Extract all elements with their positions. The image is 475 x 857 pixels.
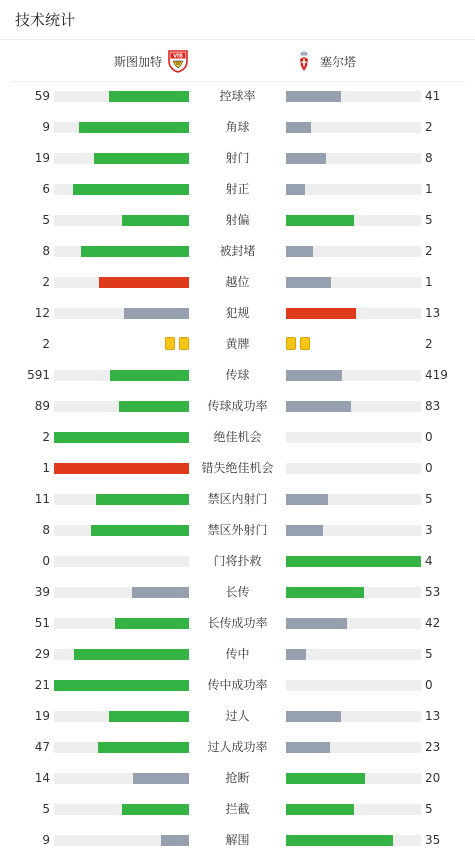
home-bar xyxy=(109,91,189,102)
stat-label: 犯规 xyxy=(225,306,250,320)
home-bar-track xyxy=(54,804,189,815)
home-bar-track xyxy=(54,184,189,195)
stat-row xyxy=(0,546,475,577)
away-bar xyxy=(286,804,354,815)
home-bar-track xyxy=(54,618,189,629)
home-value: 9 xyxy=(42,120,50,134)
stat-label: 过人成功率 xyxy=(207,740,268,754)
away-yellow-cards xyxy=(286,337,310,351)
stat-row xyxy=(0,267,475,298)
home-bar xyxy=(115,618,189,629)
home-value: 59 xyxy=(34,89,50,103)
away-bar xyxy=(286,91,341,102)
away-bar-track xyxy=(286,742,421,753)
stat-label: 门将扑救 xyxy=(213,554,262,568)
away-value: 3 xyxy=(425,523,433,537)
away-bar-track xyxy=(286,525,421,536)
away-value: 0 xyxy=(425,461,433,475)
teams-header xyxy=(10,41,465,82)
home-value: 89 xyxy=(34,399,50,413)
away-bar-track xyxy=(286,773,421,784)
stat-row xyxy=(0,453,475,484)
home-bar xyxy=(122,215,190,226)
home-value: 29 xyxy=(34,647,50,661)
home-bar-track xyxy=(54,308,189,319)
home-bar-track xyxy=(54,835,189,846)
home-bar xyxy=(91,525,189,536)
home-bar xyxy=(124,308,189,319)
home-bar xyxy=(96,494,189,505)
home-bar xyxy=(98,742,189,753)
away-value: 2 xyxy=(425,337,433,351)
away-value: 419 xyxy=(425,368,448,382)
away-bar xyxy=(286,742,330,753)
celta-vigo-crest-icon xyxy=(292,49,316,73)
home-bar-track xyxy=(54,401,189,412)
home-value: 11 xyxy=(34,492,50,506)
stat-row xyxy=(0,205,475,236)
yellow-card-icon xyxy=(300,337,310,350)
home-bar-track xyxy=(54,587,189,598)
stat-label: 越位 xyxy=(225,275,250,289)
away-bar xyxy=(286,649,306,660)
stat-label: 射偏 xyxy=(225,213,250,227)
home-team-name: 斯图加特 xyxy=(113,54,162,69)
away-value: 41 xyxy=(425,89,441,103)
away-value: 1 xyxy=(425,182,433,196)
stat-row xyxy=(0,577,475,608)
stat-label: 拦截 xyxy=(225,802,250,816)
away-bar xyxy=(286,122,311,133)
home-value: 8 xyxy=(42,244,50,258)
away-value: 5 xyxy=(425,647,433,661)
home-value: 2 xyxy=(42,275,50,289)
stats-list xyxy=(0,81,475,856)
away-value: 13 xyxy=(425,709,441,723)
home-bar xyxy=(132,587,189,598)
away-value: 8 xyxy=(425,151,433,165)
away-bar-track xyxy=(286,463,421,474)
stat-label: 错失绝佳机会 xyxy=(201,461,274,475)
away-bar-track xyxy=(286,587,421,598)
stat-label: 黄牌 xyxy=(225,337,250,351)
home-bar-track xyxy=(54,246,189,257)
away-value: 42 xyxy=(425,616,441,630)
stat-label: 解围 xyxy=(225,833,250,847)
home-value: 12 xyxy=(34,306,50,320)
away-bar-track xyxy=(286,556,421,567)
away-bar-track xyxy=(286,494,421,505)
stat-row xyxy=(0,329,475,360)
away-bar xyxy=(286,215,354,226)
stat-label: 长传成功率 xyxy=(207,616,268,630)
stat-label: 过人 xyxy=(225,709,250,723)
stat-row xyxy=(0,701,475,732)
stat-row xyxy=(0,825,475,856)
away-bar-track xyxy=(286,432,421,443)
away-bar xyxy=(286,153,326,164)
stat-row xyxy=(0,143,475,174)
home-bar xyxy=(122,804,190,815)
away-bar-track xyxy=(286,246,421,257)
away-bar xyxy=(286,556,421,567)
page-title: 技术统计 xyxy=(15,11,76,29)
away-bar-track xyxy=(286,277,421,288)
stat-label: 绝佳机会 xyxy=(213,430,262,444)
away-value: 35 xyxy=(425,833,441,847)
away-bar-track xyxy=(286,711,421,722)
stat-label: 禁区内射门 xyxy=(207,492,268,506)
stat-label: 射正 xyxy=(225,182,250,196)
home-yellow-cards xyxy=(165,337,189,351)
home-value: 19 xyxy=(34,151,50,165)
away-bar-track xyxy=(286,370,421,381)
home-bar xyxy=(99,277,189,288)
stat-label: 传中 xyxy=(225,647,250,661)
home-bar xyxy=(74,649,189,660)
home-value: 2 xyxy=(42,430,50,444)
stat-row xyxy=(0,81,475,112)
away-value: 53 xyxy=(425,585,441,599)
away-value: 20 xyxy=(425,771,441,785)
away-bar xyxy=(286,835,393,846)
home-bar-track xyxy=(54,122,189,133)
home-value: 47 xyxy=(34,740,50,754)
away-value: 5 xyxy=(425,802,433,816)
home-bar-track xyxy=(54,463,189,474)
yellow-card-icon xyxy=(165,337,175,350)
away-bar xyxy=(286,494,328,505)
stat-row xyxy=(0,360,475,391)
home-value: 1 xyxy=(42,461,50,475)
home-bar-track xyxy=(54,494,189,505)
stat-row xyxy=(0,763,475,794)
home-value: 21 xyxy=(34,678,50,692)
away-value: 23 xyxy=(425,740,441,754)
home-value: 5 xyxy=(42,802,50,816)
home-bar xyxy=(79,122,189,133)
home-value: 5 xyxy=(42,213,50,227)
stat-label: 抢断 xyxy=(225,771,250,785)
home-value: 2 xyxy=(42,337,50,351)
away-bar xyxy=(286,711,341,722)
stat-row xyxy=(0,298,475,329)
away-bar-track xyxy=(286,153,421,164)
home-bar-track xyxy=(54,556,189,567)
home-bar-track xyxy=(54,680,189,691)
home-bar-track xyxy=(54,91,189,102)
home-value: 39 xyxy=(34,585,50,599)
home-bar xyxy=(133,773,189,784)
stat-row xyxy=(0,422,475,453)
away-bar-track xyxy=(286,680,421,691)
away-value: 83 xyxy=(425,399,441,413)
vfb-stuttgart-crest-icon xyxy=(166,49,190,73)
home-value: 19 xyxy=(34,709,50,723)
stat-row xyxy=(0,174,475,205)
home-value: 591 xyxy=(27,368,50,382)
yellow-card-icon xyxy=(286,337,296,350)
away-bar xyxy=(286,401,351,412)
home-value: 51 xyxy=(34,616,50,630)
away-team-name: 塞尔塔 xyxy=(320,54,357,69)
away-bar xyxy=(286,308,356,319)
stat-label: 禁区外射门 xyxy=(207,523,268,537)
away-value: 2 xyxy=(425,120,433,134)
away-bar-track xyxy=(286,835,421,846)
stat-row xyxy=(0,608,475,639)
home-bar-track xyxy=(54,773,189,784)
away-bar-track xyxy=(286,215,421,226)
away-bar-track xyxy=(286,91,421,102)
home-bar xyxy=(110,370,189,381)
away-bar xyxy=(286,773,365,784)
stat-row xyxy=(0,639,475,670)
home-value: 14 xyxy=(34,771,50,785)
away-value: 2 xyxy=(425,244,433,258)
away-value: 0 xyxy=(425,678,433,692)
stat-label: 传中成功率 xyxy=(207,678,268,692)
home-bar xyxy=(94,153,189,164)
home-bar-track xyxy=(54,153,189,164)
home-value: 8 xyxy=(42,523,50,537)
stat-label: 被封堵 xyxy=(219,244,256,258)
home-bar xyxy=(119,401,189,412)
stat-row xyxy=(0,391,475,422)
away-bar-track xyxy=(286,649,421,660)
home-bar-track xyxy=(54,432,189,443)
away-bar xyxy=(286,184,305,195)
stat-label: 传球成功率 xyxy=(207,399,268,413)
home-value: 0 xyxy=(42,554,50,568)
home-bar xyxy=(54,680,189,691)
stat-label: 射门 xyxy=(225,151,250,165)
away-team[interactable] xyxy=(292,49,356,73)
away-bar-track xyxy=(286,308,421,319)
stat-label: 控球率 xyxy=(219,89,256,103)
stat-row xyxy=(0,112,475,143)
home-bar xyxy=(109,711,189,722)
home-bar xyxy=(73,184,189,195)
away-value: 13 xyxy=(425,306,441,320)
stat-row xyxy=(0,515,475,546)
home-bar-track xyxy=(54,711,189,722)
home-bar-track xyxy=(54,370,189,381)
away-bar xyxy=(286,587,364,598)
home-bar-track xyxy=(54,215,189,226)
stat-label: 传球 xyxy=(225,368,250,382)
home-bar-track xyxy=(54,649,189,660)
stat-row xyxy=(0,670,475,701)
away-bar-track xyxy=(286,184,421,195)
away-bar-track xyxy=(286,618,421,629)
stat-row xyxy=(0,732,475,763)
home-bar xyxy=(161,835,189,846)
away-value: 5 xyxy=(425,213,433,227)
stat-row xyxy=(0,484,475,515)
away-bar xyxy=(286,618,347,629)
away-value: 0 xyxy=(425,430,433,444)
away-bar xyxy=(286,246,313,257)
away-bar xyxy=(286,370,342,381)
stat-row xyxy=(0,236,475,267)
header xyxy=(0,0,475,40)
home-value: 6 xyxy=(42,182,50,196)
away-bar-track xyxy=(286,804,421,815)
stat-label: 长传 xyxy=(225,585,250,599)
home-bar xyxy=(54,432,189,443)
away-value: 1 xyxy=(425,275,433,289)
away-bar xyxy=(286,277,331,288)
away-bar-track xyxy=(286,122,421,133)
home-bar-track xyxy=(54,277,189,288)
away-value: 4 xyxy=(425,554,433,568)
away-bar-track xyxy=(286,401,421,412)
home-bar-track xyxy=(54,525,189,536)
home-bar xyxy=(54,463,189,474)
away-value: 5 xyxy=(425,492,433,506)
stat-row xyxy=(0,794,475,825)
away-bar xyxy=(286,525,323,536)
yellow-card-icon xyxy=(179,337,189,350)
home-team[interactable] xyxy=(114,49,190,73)
home-value: 9 xyxy=(42,833,50,847)
home-bar xyxy=(81,246,189,257)
svg-text:VfB: VfB xyxy=(173,53,183,60)
stat-label: 角球 xyxy=(225,120,250,134)
home-bar-track xyxy=(54,742,189,753)
